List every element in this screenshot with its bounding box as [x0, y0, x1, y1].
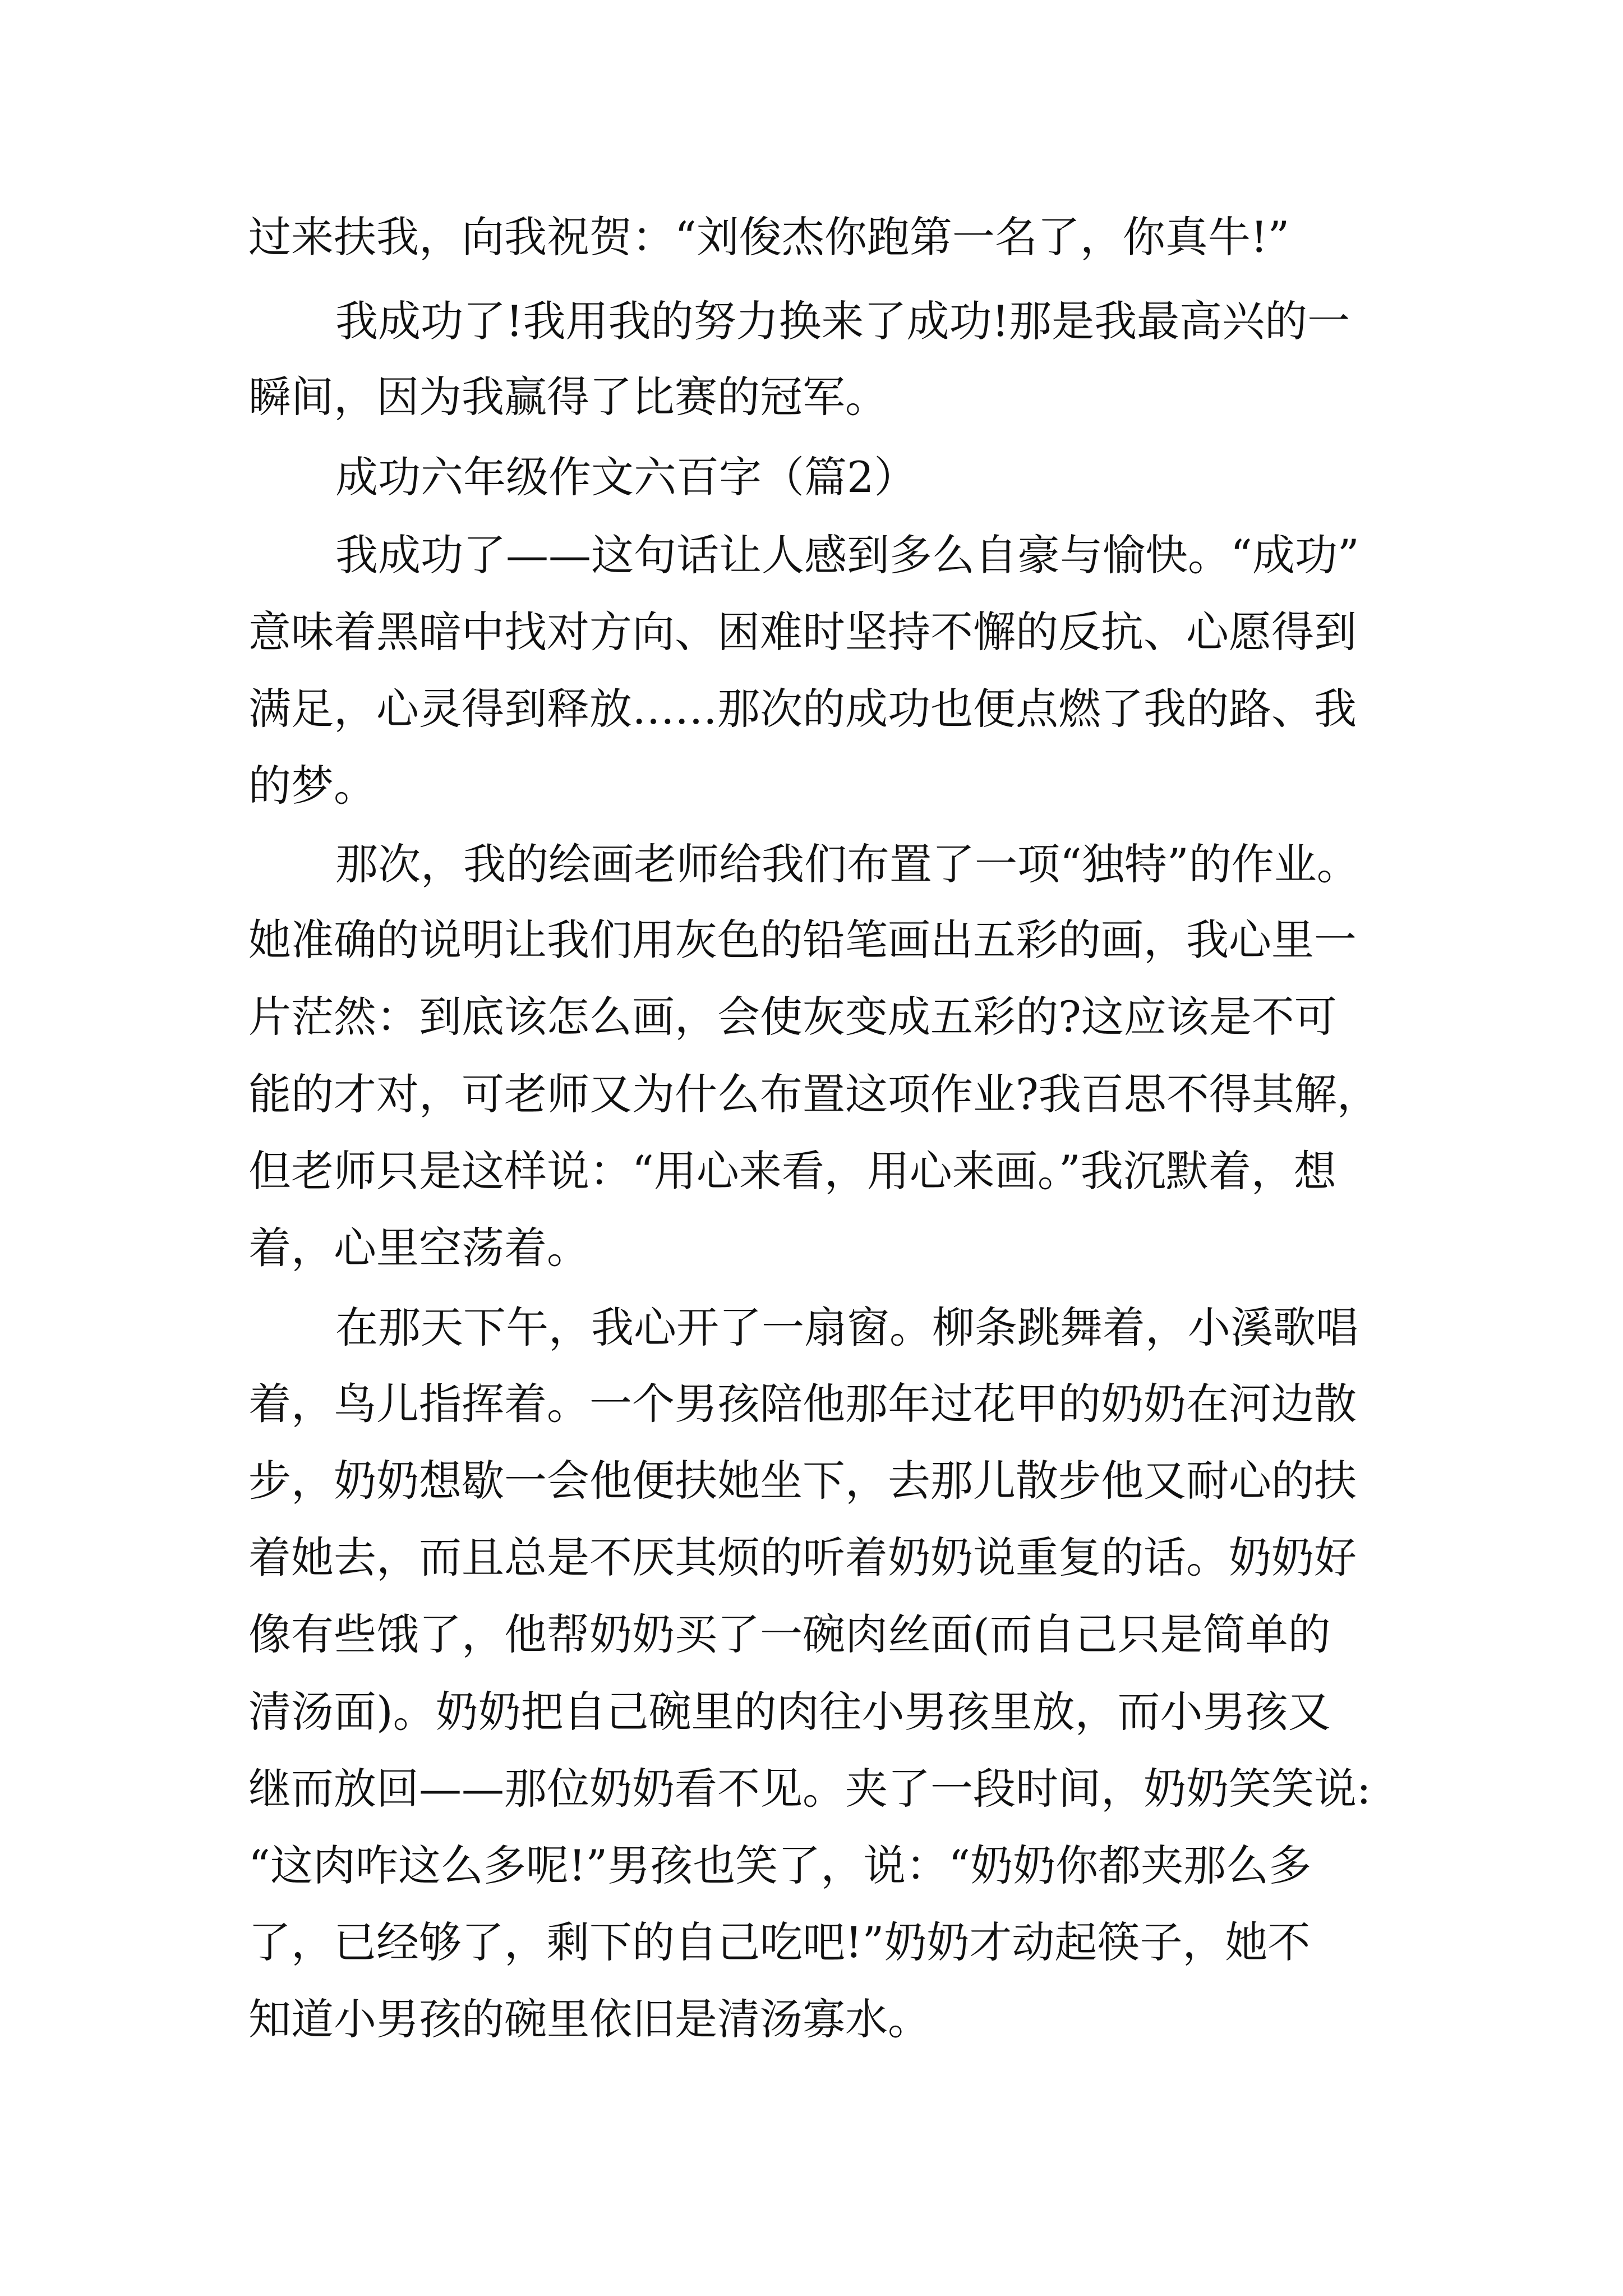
text-line: 但老师只是这样说：“用心来看，用心来画。”我沉默着，想 [248, 1146, 1336, 1196]
text-line: 像有些饿了，他帮奶奶买了一碗肉丝面(而自己只是简单的 [248, 1609, 1331, 1659]
text-line: 着，鸟儿指挥着。一个男孩陪他那年过花甲的奶奶在河边散 [248, 1379, 1357, 1429]
text-line: 能的才对，可老师又为什么布置这项作业?我百思不得其解， [248, 1069, 1380, 1119]
text-line: 她准确的说明让我们用灰色的铅笔画出五彩的画，我心里一 [248, 915, 1357, 965]
text-line: 意味着黑暗中找对方向、困难时坚持不懈的反抗、心愿得到 [248, 607, 1357, 657]
paragraph-start-line: 我成功了!我用我的努力换来了成功!那是我最高兴的一 [335, 296, 1350, 346]
text-line: 着她去，而且总是不厌其烦的听着奶奶说重复的话。奶奶好 [248, 1533, 1357, 1582]
text-line: 清汤面)。奶奶把自己碗里的肉往小男孩里放，而小男孩又 [248, 1687, 1331, 1737]
text-line: 继而放回——那位奶奶看不见。夹了一段时间，奶奶笑笑说: [248, 1764, 1371, 1814]
section-heading: 成功六年级作文六百字（篇2） [335, 452, 917, 502]
text-line: 过来扶我，向我祝贺：“刘俊杰你跑第一名了，你真牛!” [248, 212, 1290, 262]
paragraph-start-line: 我成功了——这句话让人感到多么自豪与愉快。“成功” [335, 530, 1359, 580]
text-line: 知道小男孩的碗里依旧是清汤寡水。 [248, 1994, 930, 2044]
text-line: 满足，心灵得到释放……那次的成功也便点燃了我的路、我 [248, 684, 1357, 734]
text-line: 了，已经够了，剩下的自己吃吧!”奶奶才动起筷子，她不 [248, 1917, 1311, 1967]
text-line: “这肉咋这么多呢!”男孩也笑了，说：“奶奶你都夹那么多 [248, 1841, 1312, 1890]
text-line: 着，心里空荡着。 [248, 1223, 589, 1273]
paragraph-start-line: 在那天下午，我心开了一扇窗。柳条跳舞着，小溪歌唱 [335, 1303, 1358, 1352]
paragraph-start-line: 那次，我的绘画老师给我们布置了一项“独特”的作业。 [335, 839, 1359, 889]
text-line: 片茫然：到底该怎么画，会使灰变成五彩的?这应该是不可 [248, 992, 1337, 1042]
text-line: 的梦。 [248, 761, 376, 811]
text-line: 瞬间，因为我赢得了比赛的冠军。 [248, 372, 888, 422]
text-line: 步，奶奶想歇一会他便扶她坐下，去那儿散步他又耐心的扶 [248, 1456, 1357, 1506]
